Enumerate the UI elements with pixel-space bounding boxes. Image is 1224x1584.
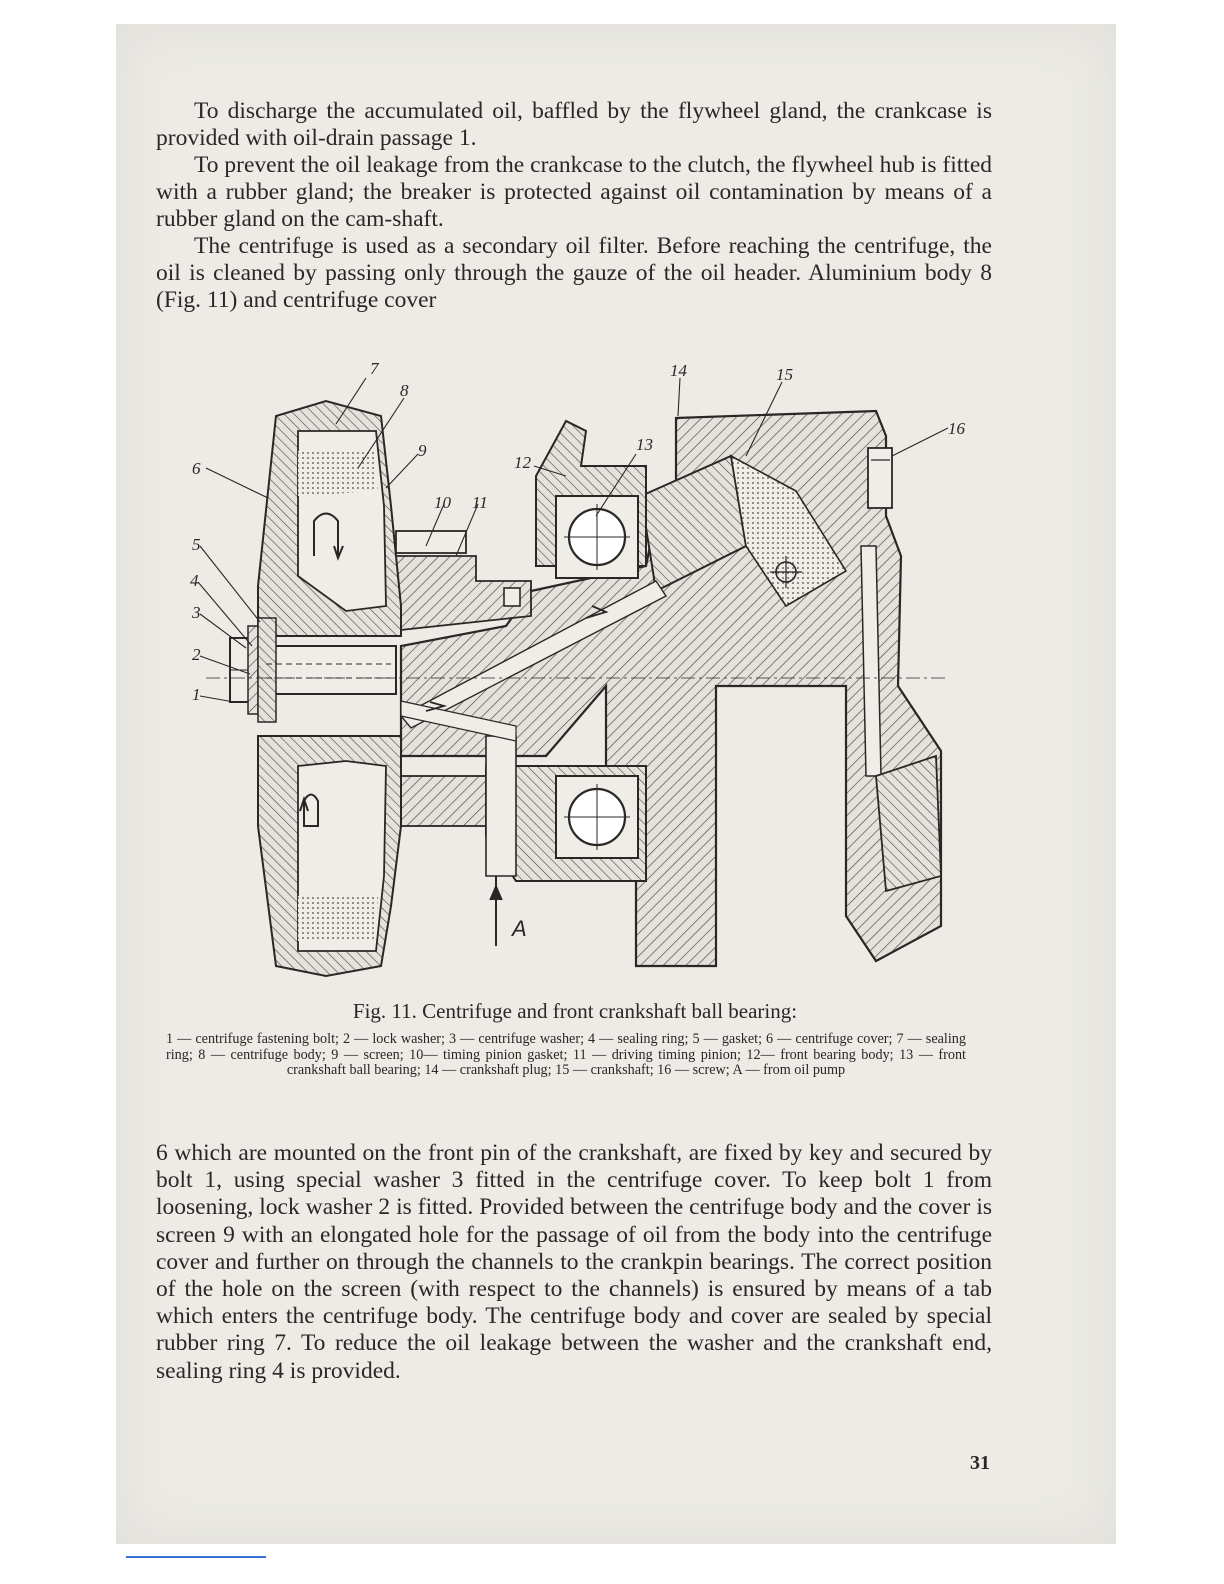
counterweight [876, 756, 941, 891]
callout-13: 13 [636, 435, 653, 454]
callout-15: 15 [776, 365, 793, 384]
callout-4: 4 [190, 571, 199, 590]
key [504, 588, 520, 606]
callout-12: 12 [514, 453, 531, 472]
bottom-rule [126, 1556, 266, 1558]
sediment-upper [298, 451, 378, 496]
callout-a: A [512, 916, 527, 941]
callout-10: 10 [434, 493, 451, 512]
screw-part [868, 448, 892, 508]
sediment-lower [298, 896, 378, 941]
paragraph-centrifuge: The centrifuge is used as a secondary oil filter. Before reaching the centrifuge, the oil is cleaned by passing only through the gauze of the oil header. Aluminium body 8 (Fig. 11) and centrifuge cover [156, 233, 992, 313]
fastening-bolt [256, 646, 396, 694]
technical-drawing [186, 356, 966, 988]
callout-9: 9 [418, 441, 427, 460]
centrifuge-washer [258, 618, 276, 722]
figure-centrifuge-drawing [186, 356, 966, 988]
paragraph-oil-drain: To discharge the accumulated oil, baffled by the flywheel gland, the crankcase is provided with oil-drain passage 1. [156, 98, 992, 151]
callout-1: 1 [192, 685, 201, 704]
callout-8: 8 [400, 381, 409, 400]
paragraph-top [156, 98, 992, 314]
figure-caption-title: Fig. 11. Centrifuge and front crankshaft ball bearing: [352, 999, 798, 1023]
callout-3: 3 [192, 603, 201, 622]
pinion-lower [391, 776, 486, 826]
lock-washer [248, 626, 258, 714]
paragraph-bottom [156, 1140, 992, 1385]
figure-legend: 1 — centrifuge fastening bolt; 2 — lock washer; 3 — centrifuge washer; 4 — sealing ring; 5 — gasket; 6 — centrifuge cover; 7 — sealing ring; 8 — centrifuge body; 9 — screen; 10— timing pinion gasket; 11 — driving timing pinion; 12— front bearing body; 13 — front crankshaft ball bearing; 14 — crankshaft plug; 15 — crankshaft; 16 — screw; A — from oil pump [166, 1031, 966, 1079]
callout-11: 11 [472, 493, 488, 512]
callout-16: 16 [948, 419, 965, 438]
callout-7: 7 [370, 359, 379, 378]
paragraph-centrifuge-mounting: 6 which are mounted on the front pin of the crankshaft, are fixed by key and secured by bolt 1, using special washer 3 fitted in the centrifuge cover. To keep bolt 1 from loosening, lock washer 2 is fitted. Provided between the centrifuge body and the cover is screen 9 with an elongated hole for the passage of oil from the body into the centrifuge cover and further on through the channels to the crankpin bearings. The correct position of the hole on the screen (with respect to the channels) is ensured by means of a tab which enters the centrifuge body. The centrifuge body and cover are sealed by special rubber ring 7. To reduce the oil leakage between the washer and the crankshaft end, sealing ring 4 is provided. [156, 1140, 992, 1384]
oil-passage-a [486, 736, 516, 876]
callout-5: 5 [192, 535, 201, 554]
paragraph-rubber-gland: To prevent the oil leakage from the crankcase to the clutch, the flywheel hub is fitted with a rubber gland; the breaker is protected against oil contamination by means of a rubber gland on the cam-shaft. [156, 152, 992, 232]
callout-2: 2 [192, 645, 201, 664]
page-number: 31 [970, 1452, 990, 1474]
callout-14: 14 [670, 361, 687, 380]
callout-6: 6 [192, 459, 201, 478]
